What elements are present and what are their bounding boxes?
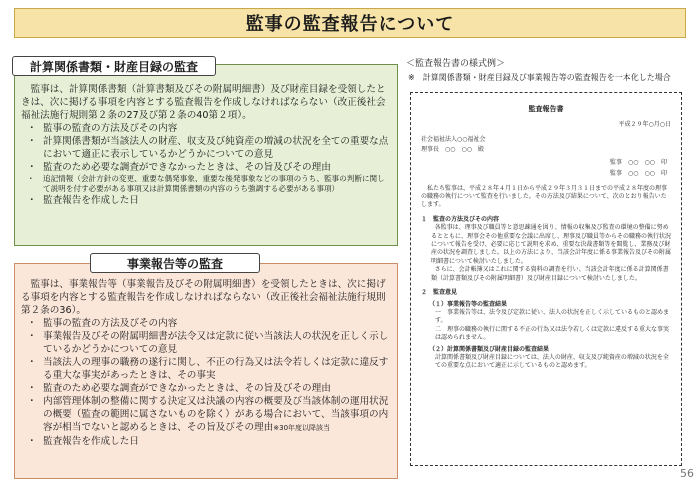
doc-addressee: 理事長 ○○ ○○ 殿	[421, 146, 484, 154]
business-report-audit-intro: 監事は、事業報告等（事業報告及びその附属明細書）を受領したときは、次に掲げる事項を内容とする監査報告を作成しなければならない（改正後社会福祉法施行規則第２条の36）。	[21, 279, 386, 316]
list-item: ・ 監査のため必要な調査ができなかったときは、その旨及びその理由	[21, 161, 391, 174]
financial-audit-intro: 監事は、計算関係書類（計算書類及びその附属明細書）及び財産目録を受領したときは、次に掲げる事項を内容とする監査報告を作成しなければならない（改正後社会福祉法施行規則第２条の27及び第２条の40第２項）。	[21, 84, 386, 121]
doc-title: 監査報告書	[528, 105, 564, 113]
business-report-audit-panel	[14, 263, 398, 479]
doc-paragraph: 計算関係書類及び財産目録については、法人の財産、収支及び純資産の増減の状況を全ての重要な点において適正に示しているものと認めます。	[435, 353, 669, 370]
doc-paragraph: 一 事業報告等は、法令及び定款に従い、法人の状況を正しく示しているものと認めます。	[435, 308, 670, 325]
doc-subsection-title: （１）事業報告等の監査結果	[429, 300, 508, 308]
list-item: ・ 監査のため必要な調査ができなかったときは、その旨及びその理由	[21, 382, 391, 395]
list-item: ・ 事業報告及びその附属明細書が法令又は定款に従い当該法人の状況を正しく示しているかどうかについての意見	[21, 330, 391, 356]
applicability-note: ※30年度以降該当	[273, 424, 331, 432]
doc-signer: 監事 ○○ ○○ 印	[610, 169, 667, 177]
doc-date: 平成２９年○月○日	[618, 121, 671, 129]
business-report-audit-heading: 事業報告等の監査	[90, 253, 260, 273]
doc-paragraph: さらに、会計帳簿又はこれに関する資料の調査を行い、当該会計年度に係る計算関係書類（計算書類及びその附属明細書）及び財産目録について検討いたしました。	[431, 266, 669, 282]
page-title: 監事の監査報告について	[14, 8, 686, 38]
list-item: ・ 監事の監査の方法及びその内容	[21, 317, 391, 330]
doc-paragraph: 各監事は、理事及び職員等と意思疎通を図り、情報の収集及び監査の環境の整備に努めるとともに、理事会その他重要な会議に出席し、理事及び職員等からその職務の執行状況について報告を受け、必要に応じて説明を求め、重要な決裁書類等を閲覧し、業務及び財産の状況を調査しました。以上の方法により、当該会計年度に係る事業報告及びその附属明細書について検討いたしました。	[431, 224, 672, 265]
doc-opening: 私たち監事は、平成２８年４月１日から平成２９年３月３１日までの平成２８年度の理事の職務の執行について監査を行いました。その方法及び結果について、次のとおり報告いたします。	[421, 184, 668, 209]
business-report-audit-items	[21, 317, 391, 448]
page-number: 56	[680, 467, 694, 480]
list-item: ・ 追記情報（会計方針の変更、重要な偶発事象、重要な後発事象などの事項のうち、監事の判断に関して説明を付す必要がある事項又は計算関係書類の内容のうち強調する必要がある事項）	[21, 174, 391, 194]
financial-audit-panel	[14, 64, 398, 246]
list-item: ・ 計算関係書類が当該法人の財産、収支及び純資産の増減の状況を全ての重要な点において適正に表示しているかどうかについての意見	[21, 135, 391, 161]
doc-section-title: ２ 監査意見	[421, 289, 458, 297]
list-item: ・ 監査報告を作成した日	[21, 435, 391, 448]
list-item	[21, 395, 391, 435]
doc-subsection-title: （２）計算関係書類及び財産目録の監査結果	[429, 345, 550, 353]
doc-addressee: 社会福祉法人○○福祉会	[421, 135, 486, 143]
financial-audit-items	[21, 122, 391, 207]
sample-caption: ＜監査報告書の様式例＞	[406, 59, 506, 69]
doc-signer: 監事 ○○ ○○ 印	[610, 158, 667, 166]
list-item: ・ 当該法人の理事の職務の遂行に関し、不正の行為又は法令若しくは定款に違反する重大な事実があったときは、その事実	[21, 356, 391, 382]
doc-paragraph: 二 理事の職務の執行に関する不正の行為又は法令若しくは定款に違反する重大な事実は認められません。	[435, 325, 670, 342]
list-item: ・ 監事の監査の方法及びその内容	[21, 122, 391, 135]
list-item: ・ 監査報告を作成した日	[21, 194, 391, 207]
sample-note: ※ 計算関係書類・財産目録及び事業報告等の監査報告を一本化した場合	[408, 73, 671, 82]
doc-section-title: １ 監査の方法及びその内容	[421, 215, 500, 223]
audit-report-sample	[410, 92, 682, 466]
financial-audit-heading: 計算関係書類・財産目録の監査	[12, 56, 216, 76]
list-item-text: 内部管理体制の整備に関する決定又は決議の内容の概要及び当該体制の運用状況の概要（監査の範囲に属さないものを除く）がある場合において、当該事項の内容が相当でないと認めるときは、その旨及びその理由	[43, 396, 389, 433]
sample-caption-block	[406, 58, 690, 83]
